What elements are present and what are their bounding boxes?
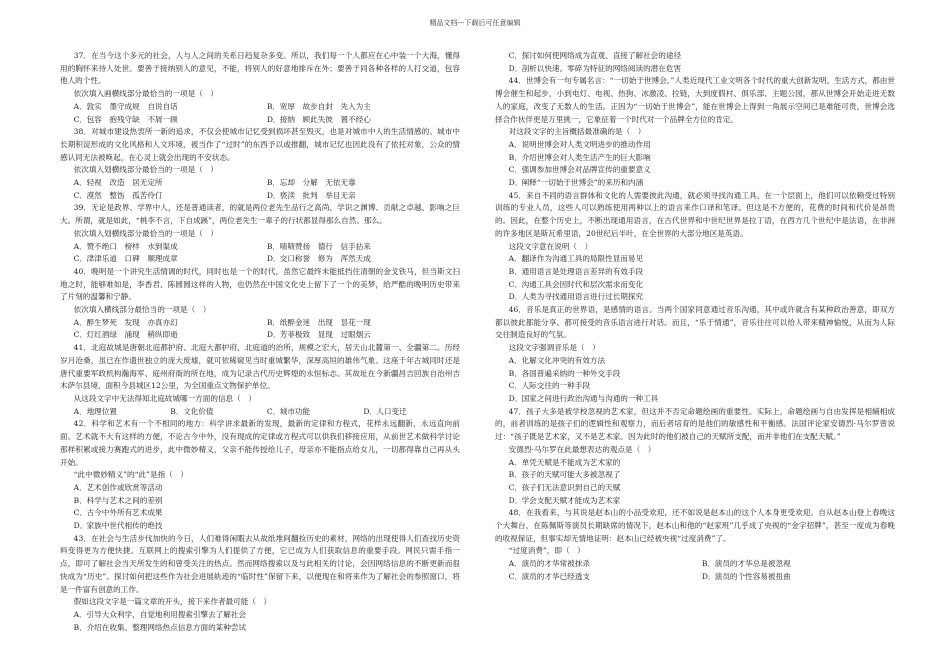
option-text: 人类为寻找通用语言进行过长期探究 [521, 292, 644, 302]
option-text: 敦实 墨守成规 自说自话 [86, 101, 178, 111]
option-letter: D． [73, 521, 88, 531]
option-text: 演员的才华常被抹杀 [521, 559, 590, 569]
option-letter: D． [363, 406, 378, 416]
option-letter: B． [508, 368, 522, 378]
option-text: 介绍在收集、整理网络热点信息方面的某种尝试 [86, 622, 247, 632]
question-prompt: 安德烈·马尔罗在此最想表达的观点是（ ） [508, 444, 656, 454]
question-stem: 40．晚明是一个讲究生活情调的时代，同时也是一个的时代，虽然它最终未能抵挡住清朝的金戈铁马，但当斯文扫地之时，能够难如是，李香君、陈圆圆这样的人物，也仍然在中国文化史上留下了一个的美梦，给严酷的晚明历史带来了片刻的温馨和宁静。 [60, 266, 460, 302]
option-letter: A． [508, 559, 522, 569]
option-text: 宽厚 故步自封 先入为主 [279, 101, 371, 111]
option-letter: B． [73, 622, 87, 632]
option-letter: C． [73, 330, 88, 340]
answer-option [509, 50, 895, 63]
answer-option [702, 558, 895, 571]
answer-option [702, 571, 895, 584]
option-letter: D． [508, 393, 523, 403]
option-letter: D． [266, 114, 281, 124]
page-header: 精品文档---下载后可任意编辑 [429, 19, 521, 27]
option-letter: B． [508, 152, 522, 162]
option-text: 科学与艺术之间的差别 [86, 495, 163, 505]
option-letter: C． [73, 114, 88, 124]
option-text: 探讨如何使网络成为直观、直接了解社会的途径 [521, 51, 682, 60]
answer-option [509, 571, 702, 584]
option-text: 演员的才华总是被忽视 [714, 559, 791, 569]
option-letter: C． [73, 508, 88, 518]
option-letter: A． [508, 457, 522, 467]
answer-option [74, 177, 267, 190]
option-text: 演员的才华已经透支 [521, 571, 590, 581]
option-letter: C． [508, 571, 523, 581]
option-text: 国家之间进行政治沟通与沟通的一种工具 [521, 393, 659, 403]
question-block [60, 418, 460, 532]
option-list [60, 241, 460, 266]
answer-option [509, 139, 895, 152]
option-text: 古今中外所有艺术成果 [86, 508, 163, 518]
answer-option [509, 355, 895, 368]
option-text: 家族中世代相传的绝技 [86, 521, 163, 531]
option-letter: A． [508, 355, 522, 365]
question-stem: 47．孩子大多是被学校忽视的艺术家，但这并不否定命题绘画的重要性。实际上，命题绘画与自由发挥是相辅相成的，前者训练的是孩子们的逻辑性和观察力，而后者培育的是他们的敏感性和平衡感。法国评论家安德烈·马尔罗曾说过：“孩子既是艺术家，又不是艺术家。因为此时的他们被自己的天赋所支配，而并非他们在支配天赋。” [495, 406, 895, 442]
option-text: 灯红酒绿 涌现 稍纵即逝 [86, 330, 178, 340]
option-letter: A． [508, 139, 522, 149]
option-letter: A． [73, 317, 87, 327]
question-block [60, 342, 460, 418]
option-text: 接纳 顾此失彼 置不经心 [279, 114, 371, 124]
answer-option [509, 291, 895, 304]
option-letter: A． [73, 178, 87, 188]
option-letter: D． [508, 495, 523, 505]
option-text: 介绍世博会对人类生活产生的巨大影响 [521, 152, 651, 162]
option-text: 阐释“一切始于世博会”的来历和内涵 [521, 178, 644, 188]
option-list [495, 558, 895, 583]
answer-option [74, 101, 267, 114]
answer-option [267, 101, 460, 114]
option-text: 醉生梦死 发现 亦真亦幻 [86, 317, 178, 327]
option-letter: A． [508, 254, 522, 264]
question-block [495, 304, 895, 406]
option-letter: B． [266, 241, 281, 251]
question-stem: 44．世博会有一句专属名言：“一切始于世博会。”人类近现代工业文明各个时代的重大创新发明、生活方式，都由世博会催生和起步，小到电灯、电视、热狗、冰激凌、拉链，大到度假村、俱乐部、主题公园，都从世博会开始走进无数人的家庭，改变了无数人的生活。正因为“一切始于世博会”，能在世博会上得到一角展示空间已是难能可贵，世博会选择合作伙伴更是万里挑一，它象征着一个时代对一个品牌全方位的肯定。 [495, 76, 895, 124]
option-letter: B． [508, 266, 522, 276]
question-stem: 41．北庭故城是唐朝北庭都护府、北庭大都护府，北庭道的治所，规模之宏大，居天山北麓第一、全疆第二。历经岁月沧桑，虽已在作遗世独立的庞大废墟，就可依稀窥见当时重城繁华，深厚高垣的雄伟气象。这座千年古城同时还是唐代重要军政机构瀚海军、庭州府衙的所在地，成为记录古代历史辉煌的永恒标志。其故址在今新疆昌吉回族自治州吉木萨尔县境，面积今县城区12公里，为全国重点文物保护单位。 [60, 343, 460, 391]
option-letter: D． [508, 178, 523, 188]
question-prompt: 假如这段文字是一篇文章的开头，接下来作者最可能（ ） [73, 597, 272, 607]
option-text: 文化价值 [183, 406, 214, 416]
answer-option [509, 495, 895, 508]
option-text: 人口变迁 [376, 406, 407, 416]
answer-option [74, 622, 460, 635]
answer-option [509, 469, 895, 482]
option-text: 学会支配天赋才能成为艺术家 [521, 495, 621, 505]
question-block [495, 406, 895, 508]
answer-option [509, 152, 895, 165]
option-text: 各国普遍采纳的一种外交手段 [521, 368, 621, 378]
option-letter: D． [266, 254, 281, 264]
question-prompt: “此中微妙精义”的“此”是指（ ） [73, 470, 188, 480]
option-letter: C． [508, 51, 523, 60]
answer-option [74, 329, 267, 342]
option-text: 通用语言是处理语言差异的有效手段 [521, 266, 644, 276]
option-text: 纸醉金迷 出现 昙花一现 [279, 317, 371, 327]
option-letter: C． [508, 482, 523, 492]
question-prompt: 这段文字强调音乐是（ ） [508, 343, 600, 353]
question-prompt: 依次填入划横线部分最恰当的一项是（ ） [73, 165, 218, 175]
answer-option [509, 253, 895, 266]
option-text: 孩子们无法意识到自己的天赋 [521, 482, 621, 492]
answer-option [74, 317, 267, 330]
question-block [60, 266, 460, 342]
question-stem: 43．在社会与生活步伐加快的今日，人们难得闲暇去从故纸堆间翻捡历史的素材，网络的出现使得人们查找历史资料变得更为方便快捷。互联网上的搜索引擎为人们提供了方便，它已成为人们获取信息的重要手段。网民只需手指一点，即可了解社会当天所发生的和曾受关注的热点。然而网络搜索以及与此相关的讨论，会因网络信息的不断更新而很快成为“历史”。探讨如何把这些作为社会进展轨迹的“临时性”保留下来，以便现在和将来作为了解社会的参照窗口，将是一件富有创意的工作。 [60, 533, 460, 594]
option-letter: B． [73, 495, 87, 505]
question-block [60, 533, 460, 635]
option-text: 演员的个性容易被扭曲 [714, 571, 791, 581]
option-text: 强调参加世博会对品牌宣传的重要意义 [521, 165, 651, 175]
option-list [495, 253, 895, 304]
answer-option [363, 406, 460, 419]
option-letter: D． [701, 571, 716, 581]
question-stem: 38．对城市建设热衷所一新的追求，不仅会使城市记忆受到损坏甚至毁灭，也是对城市中人的生活情感的。城市中长期积淀形成的文化风格和人文环境，被当作了“过时”的东西予以或推翻，城市记忆也因此没有了依托对象，公众的情感认同无法被唤起，在心灵上就会出现的不安状态。 [60, 127, 460, 162]
answer-option [74, 507, 460, 520]
option-text: 沟通工具会因时代和层次需求而变化 [521, 279, 644, 289]
answer-option [267, 406, 364, 419]
option-letter: B． [266, 178, 281, 188]
option-letter: B． [701, 559, 716, 569]
answer-option [74, 482, 460, 495]
option-list [60, 609, 460, 634]
question-stem: 42．科学和艺术有一个不相同的地方：科学讲求最新的发现，最新的定律和方程式，花样永远翻新，永远直向前面。艺术就不大有这样的方便，不论古今中外，没有现成的定律或方程式可以供我们移接应用，从前世艺术做科学讨论那样积累或接力赛跑式的进步，此中微妙精义，父亲不能传授给儿子，母亲亦不能指点给女儿，一切都得靠自己再从头开始。 [60, 419, 460, 467]
option-text: 交口称誉 修为 浑然天成 [279, 254, 371, 264]
answer-option [267, 241, 460, 254]
question-prompt: 依次填入画横线部分最恰当的一项是（ ） [73, 89, 218, 99]
question-stem: 45．来自不同的语言群体和文化的人需要彼此沟通，就必须寻找沟通工具。在一个层面上，他们可以依赖受过特别训练的专业人员，这些人可以熟练使用两种以上的语言来作口译和笔译。但这是不方便的，花费的时间和代价是昂贵的。因此，在整个历史上，不断出现通用语言，在古代世界和中世纪世界是拉丁语，在西方几个世纪中是法语，在非洲的许多地区是斯瓦希里语，20世纪后半叶，在全世界的大部分地区是英语。 [495, 190, 895, 238]
answer-option [74, 520, 460, 533]
answer-option [267, 190, 460, 203]
answer-option [509, 164, 895, 177]
option-text: 单凭天赋是不能成为艺术家的 [521, 457, 621, 467]
option-list [60, 101, 460, 126]
question-prompt: “过度消费”，即（ ） [508, 546, 585, 556]
question-prompt: 从这段文字中无法得知北庭故城哪一方面的信息（ ） [73, 393, 256, 403]
question-prompt: 依次填入划横线部分最恰当的一项是（ ） [73, 228, 218, 238]
answer-option [509, 63, 895, 76]
question-prompt: 对这段文字的主旨概括最准确的是（ ） [508, 127, 646, 137]
option-text: 说明世博会对人类文明进步的推动作用 [521, 139, 651, 149]
answer-option [509, 266, 895, 279]
option-letter: C． [508, 279, 523, 289]
option-letter: C． [73, 254, 88, 264]
option-letter: A． [73, 406, 87, 416]
option-text: 芳菲极致 显现 过眼烟云 [279, 330, 371, 340]
answer-option [509, 279, 895, 292]
option-letter: D． [508, 63, 523, 73]
question-prompt: 依次填入横线部分最恰当的一项是（ ） [73, 305, 211, 315]
option-text: 艺术创作或欣赏等活动 [86, 482, 163, 492]
option-letter: C． [73, 190, 88, 200]
answer-option [267, 114, 460, 127]
option-letter: C． [266, 406, 281, 416]
option-text: 孩子的天赋可能大多被忽视了 [521, 470, 621, 480]
option-letter: A． [73, 101, 87, 111]
answer-option [509, 457, 895, 470]
option-list [60, 406, 460, 419]
option-text: 化解文化冲突的有效方法 [521, 355, 606, 365]
question-stem: 37．在当今这个多元的社会，人与人之间的关系日趋复杂多变。所以，我们每一个人都应在心中装一个大海，懂得用的胸怀来待人处世。要善于接纳别人的意见，不能，将别人的好意地排斥在外；要善于同各种各样的人打交道，包容他人的个性。 [60, 51, 460, 86]
right-column [495, 50, 895, 584]
option-list [495, 457, 895, 508]
question-block [60, 50, 460, 126]
option-text: 翻译作为沟通工具的局限性显而易见 [521, 254, 644, 264]
option-text: 轻视 改造 居无定所 [86, 178, 163, 188]
option-letter: B． [508, 470, 522, 480]
answer-option [509, 482, 895, 495]
option-letter: B． [170, 406, 184, 416]
option-letter: D． [266, 190, 281, 200]
question-block [495, 75, 895, 189]
option-letter: C． [508, 381, 523, 391]
option-text: 地理位置 [86, 406, 117, 416]
option-list [495, 139, 895, 190]
question-block [60, 126, 460, 202]
answer-option [267, 317, 460, 330]
answer-option [74, 609, 460, 622]
option-letter: A． [73, 241, 87, 251]
option-text: 人际交往的一种手段 [521, 381, 590, 391]
left-column [60, 50, 460, 634]
option-list [495, 355, 895, 406]
answer-option [74, 406, 171, 419]
answer-option [170, 406, 267, 419]
option-text: 赞不绝口 榜样 水到渠成 [86, 241, 178, 251]
answer-option [267, 253, 460, 266]
option-letter: A． [73, 482, 87, 492]
answer-option [74, 114, 267, 127]
option-letter: B． [266, 101, 281, 111]
answer-option [74, 253, 267, 266]
option-letter: D． [266, 330, 281, 340]
question-block [495, 507, 895, 583]
answer-option [74, 241, 267, 254]
question-stem: 39．无论是政界、学界中人，还是普通读者，的就是两位老先生品行之高尚、学识之渊博、贡献之卓越、影响之巨大。所谓，就是如此，“桃李不言，下自成蹊”，两位老先生一辈子的行状都显得那么自然、那么。 [60, 203, 460, 226]
answer-option [267, 177, 460, 190]
option-text: 津津乐道 口碑 顺理成章 [86, 254, 178, 264]
answer-option [509, 368, 895, 381]
answer-option [74, 190, 267, 203]
answer-option [267, 329, 460, 342]
option-text: 引导大众利学，自觉地利用搜索引擎去了解社会 [86, 609, 247, 619]
option-letter: B． [266, 317, 281, 327]
question-block [60, 202, 460, 266]
question-block [495, 50, 895, 75]
question-stem: 48．在我看来，与其说是赵本山的小品受欢迎，还不如说是赵本山的这个人本身更受欢迎。自从赵本山登上春晚这个大舞台，在陈佩斯等演员长期缺席的情况下，赵本山和他的“赵家班”几乎成了央视的“金字招牌”，甚至一度成为春晚的收视保证，但事实却无情地证明：赵本山已经被央视“过度消费”了。 [495, 508, 895, 543]
option-letter: C． [508, 165, 523, 175]
option-text: 忘却 分解 无依无靠 [279, 178, 356, 188]
option-list [60, 177, 460, 202]
option-list [495, 50, 895, 75]
question-block [495, 190, 895, 304]
option-text: 剖析以快速、零碎为特征的网络阅读的潜在危害 [521, 63, 682, 73]
answer-option [509, 558, 702, 571]
question-prompt: 这段文字意在说明（ ） [508, 241, 593, 251]
option-text: 亵渎 批判 举目无亲 [279, 190, 356, 200]
answer-option [74, 495, 460, 508]
option-text: 城市功能 [279, 406, 311, 416]
option-letter: A． [73, 609, 87, 619]
answer-option [509, 380, 895, 393]
option-list [60, 482, 460, 533]
option-text: 啧啧赞扬 德行 信手拈来 [279, 241, 371, 251]
answer-option [509, 393, 895, 406]
option-letter: D． [508, 292, 523, 302]
answer-option [509, 177, 895, 190]
option-text: 漠然 整饬 孤苦伶仃 [86, 190, 163, 200]
option-text: 包容 抱残守缺 不屑一顾 [86, 114, 178, 124]
option-list [60, 317, 460, 342]
question-stem: 46．音乐是真正的世界语，是感情的语言。当两个国家同意通过音乐沟通，其中或许就含有某种政治善意，即双方都以彼此都能分享、都可接受的音乐语言进行对话。而且，“乐于情通”，音乐往往可以给人带来精神愉悦，从而为人际交往制造良好的气氛。 [495, 305, 895, 340]
